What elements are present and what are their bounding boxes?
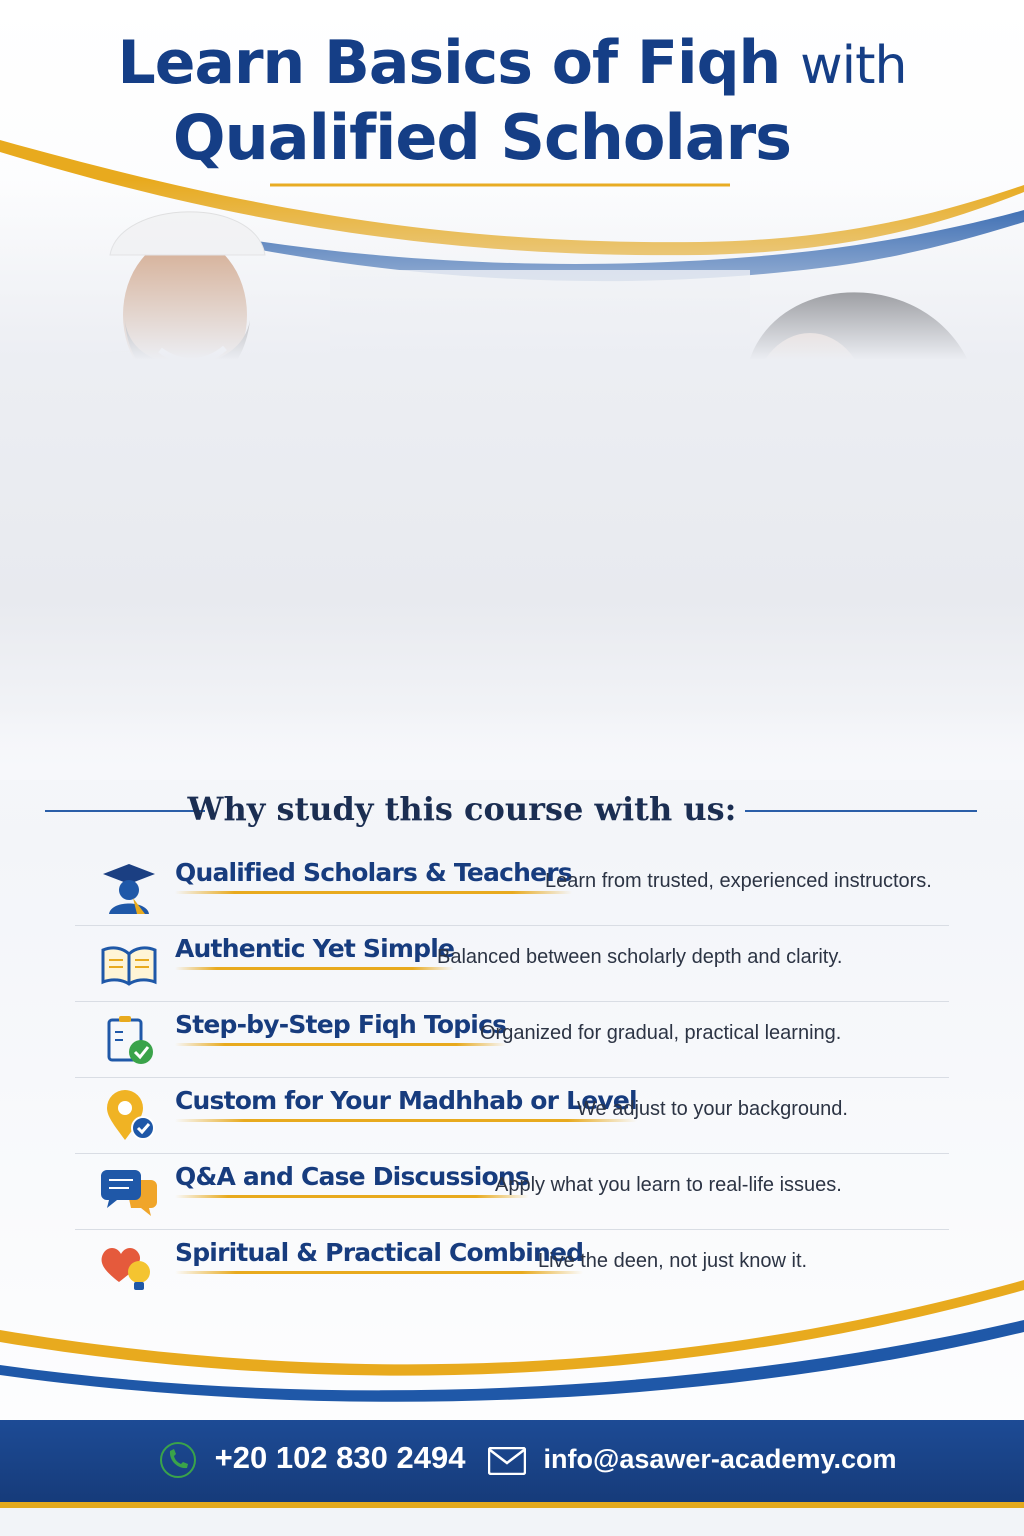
feature-desc: Apply what you learn to real-life issues. bbox=[495, 1174, 842, 1196]
graduate-icon bbox=[99, 862, 159, 914]
feature-row-authentic bbox=[75, 926, 949, 1002]
feature-desc: We adjust to your background. bbox=[577, 1098, 848, 1120]
bottom-swoosh-decoration bbox=[0, 1270, 1024, 1410]
feature-row-custom bbox=[75, 1078, 949, 1154]
feature-desc: Learn from trusted, experienced instructors. bbox=[545, 870, 932, 892]
checklist-icon bbox=[99, 1014, 159, 1066]
open-book-icon bbox=[99, 938, 159, 990]
why-heading bbox=[0, 790, 1024, 830]
email-address[interactable]: info@asawer-academy.com bbox=[543, 1444, 897, 1474]
feature-desc: Organized for gradual, practical learning. bbox=[480, 1022, 842, 1044]
phone-contact[interactable] bbox=[160, 1440, 465, 1478]
title-main: Learn Basics of Fiqh bbox=[117, 28, 781, 98]
feature-title: Step-by-Step Fiqh Topics bbox=[175, 1010, 506, 1046]
title-line-2: Qualified Scholars bbox=[172, 101, 792, 174]
bottom-strip bbox=[0, 1508, 1024, 1536]
chat-bubbles-icon bbox=[99, 1166, 159, 1218]
feature-desc: Balanced between scholarly depth and clarity. bbox=[437, 946, 843, 968]
location-check-icon bbox=[99, 1090, 159, 1142]
feature-row-qa bbox=[75, 1154, 949, 1230]
feature-row-step-by-step bbox=[75, 1002, 949, 1078]
feature-title: Custom for Your Madhhab or Level bbox=[175, 1086, 637, 1122]
family-study-photo bbox=[0, 180, 1024, 780]
title-with: with bbox=[800, 36, 907, 96]
phone-icon bbox=[160, 1442, 196, 1478]
phone-number[interactable]: +20 102 830 2494 bbox=[214, 1440, 466, 1475]
feature-title: Qualified Scholars & Teachers bbox=[175, 858, 572, 894]
section-heading: Why study this course with us: bbox=[187, 790, 737, 828]
feature-list bbox=[75, 850, 949, 1305]
feature-title: Spiritual & Practical Combined bbox=[175, 1238, 583, 1274]
email-contact[interactable] bbox=[488, 1444, 896, 1475]
feature-title: Authentic Yet Simple bbox=[175, 934, 454, 970]
feature-title: Q&A and Case Discussions bbox=[175, 1162, 529, 1198]
feature-desc: Live the deen, not just know it. bbox=[538, 1250, 808, 1272]
title-line-1 bbox=[0, 28, 1024, 101]
contact-footer bbox=[0, 1420, 1024, 1508]
feature-row-qualified-scholars bbox=[75, 850, 949, 926]
envelope-icon bbox=[488, 1447, 526, 1475]
